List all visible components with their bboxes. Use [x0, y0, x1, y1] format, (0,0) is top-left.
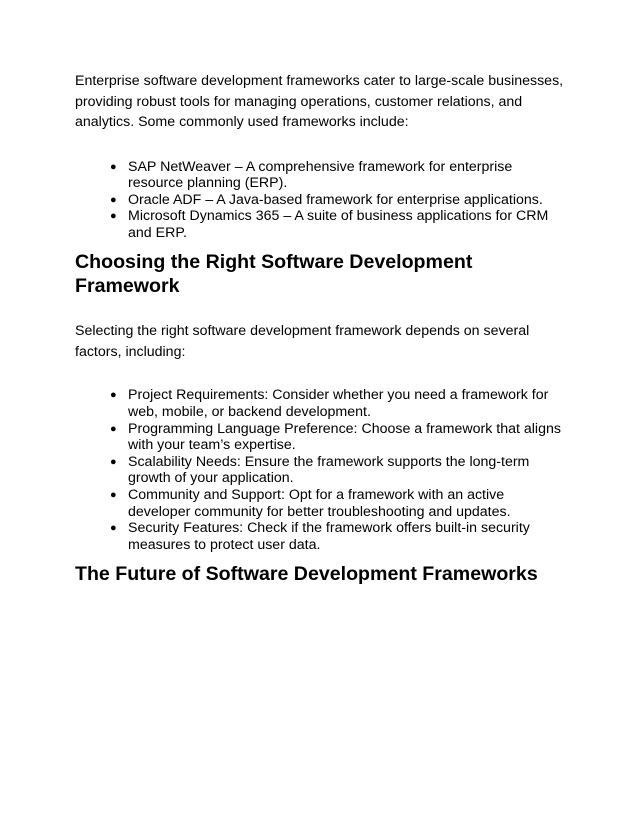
choosing-intro-paragraph: Selecting the right software development framework depends on several factors, including:	[75, 323, 530, 360]
bullet-icon: ●	[110, 160, 117, 173]
list-item-text: Project Requirements: Consider whether you need a framework for web, mobile, or backend development.	[128, 387, 549, 421]
bullet-icon: ●	[110, 210, 117, 223]
list-item	[75, 520, 565, 553]
bullet-icon: ●	[110, 193, 117, 206]
list-item	[75, 159, 565, 192]
bullet-icon: ●	[110, 389, 117, 402]
list-item	[75, 192, 565, 209]
section-heading-choosing: Choosing the Right Software Development Framework	[75, 251, 473, 298]
list-item-text: Community and Support: Opt for a framework with an active developer community for better troubleshooting and updates.	[128, 487, 511, 520]
bullet-icon: ●	[110, 422, 117, 435]
list-item-text: Programming Language Preference: Choose a framework that aligns with your team’s expertise.	[128, 420, 561, 454]
list-item	[75, 487, 565, 520]
list-item-text: Scalability Needs: Ensure the framework supports the long-term growth of your application.	[128, 453, 530, 487]
bullet-icon: ●	[110, 489, 117, 502]
list-item	[75, 421, 565, 454]
section-heading-future: The Future of Software Development Frameworks	[75, 563, 538, 586]
bullet-icon: ●	[110, 522, 117, 535]
list-item-text: SAP NetWeaver – A comprehensive framework for enterprise resource planning (ERP).	[128, 158, 513, 192]
selection-factors-list	[75, 387, 565, 553]
list-item	[75, 454, 565, 487]
list-item-text: Security Features: Check if the framework offers built-in security measures to protect user data.	[128, 520, 530, 553]
list-item-text: Oracle ADF – A Java-based framework for enterprise applications.	[128, 191, 543, 208]
intro-paragraph: Enterprise software development frameworks cater to large-scale businesses, providing robust tools for managing operations, customer relations, and analytics. Some commonly used frameworks include:	[75, 73, 564, 130]
list-item-text: Microsoft Dynamics 365 – A suite of business applications for CRM and ERP.	[128, 208, 549, 241]
enterprise-frameworks-list	[75, 159, 565, 242]
list-item	[75, 387, 565, 420]
document-content	[75, 71, 565, 586]
list-item	[75, 208, 565, 241]
bullet-icon: ●	[110, 455, 117, 468]
